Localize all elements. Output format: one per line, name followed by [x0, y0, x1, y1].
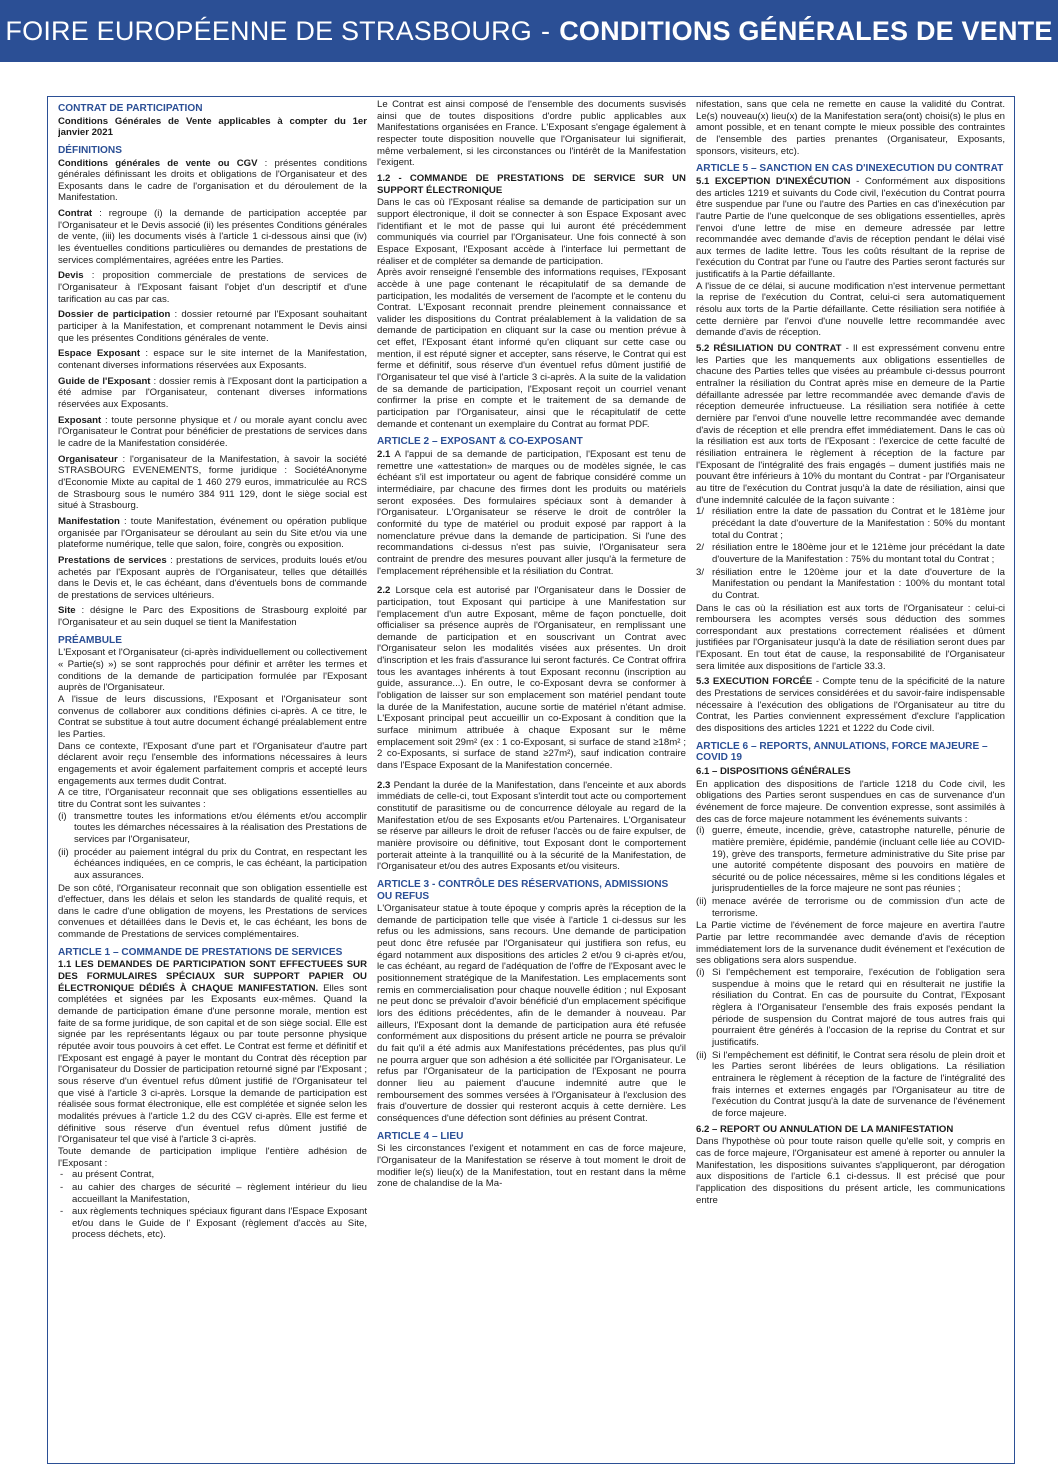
- definition-devis: [58, 270, 367, 305]
- term-exposant: Exposant: [58, 414, 102, 426]
- preamble-heading: PRÉAMBULE: [58, 634, 122, 646]
- definition-text: : toute Manifestation, événement ou opération publique organisée par l'Organisateur se déroulant au sein du Site et/ou via une plateforme numérique, telle que salon, foire, congrès ou exposition.: [58, 515, 367, 551]
- definition-text: : dossier remis à l'Exposant dont la participation a été admise par l'Organisateur, contenant diverses informations réservées aux Exposants.: [58, 375, 367, 410]
- list-item: 1/ résiliation entre la date de passation du Contrat et le 181ème jour précédant la date d'ouverture de la Manifestation : 50% du montant total du Contrat ;: [696, 506, 1005, 541]
- term-prestations: Prestations de services: [58, 554, 167, 566]
- article-4-heading: ARTICLE 4 – LIEU: [377, 1130, 464, 1142]
- definition-organisateur: [58, 454, 367, 512]
- article-number: 2.1: [377, 448, 391, 460]
- definition-text: : l'organisateur de la Manifestation, à savoir la société STRASBOURG EVENEMENTS, forme juridique : SociétéAnonyme d'Economie Mixte au capital de 1 460 279 euros, immatriculée au RCS de Strasbourg sous le numéro 384 911 129, dont le siège social est situé à Strasbourg.: [58, 453, 367, 512]
- article-5-2-paragraph: [696, 343, 1005, 506]
- force-majeure-list: [696, 825, 1005, 919]
- term-guide: Guide de l'Exposant: [58, 375, 151, 387]
- article-6-heading: ARTICLE 6 – REPORTS, ANNULATIONS, FORCE MAJEURE – COVID 19: [696, 740, 988, 764]
- impediment-list: [696, 967, 1005, 1120]
- term-organisateur: Organisateur: [58, 453, 118, 465]
- article-2-1-paragraph: [377, 449, 686, 577]
- list-item-text: menace avérée de terrorisme ou de commission d'un acte de terrorisme.: [712, 896, 1005, 919]
- preamble-obligations-list: [58, 811, 367, 882]
- article-1-continued: Le Contrat est ainsi composé de l'ensemble des documents susvisés ainsi que de toutes dispositions d'ordre public applicables aux Manifestations organisées en France. L'Exposant s'engage également à respecter toute disposition nouvelle que l'Organisateur lui signifierait, même verbalement, si les circonstances ou l'intérêt de la Manifestation l'exigent.: [377, 99, 686, 169]
- article-5-1-paragraph: [696, 176, 1005, 281]
- list-item-text: transmettre toutes les informations et/ou éléments et/ou accomplir toutes les démarches nécessaires à la réalisation des Prestations de services par l'Organisateur,: [74, 810, 367, 845]
- article-1-2-paragraph: Dans le cas où l'Exposant réalise sa demande de participation sur un support électronique, il doit se connecter à son Espace Exposant avec l'identifiant et le mot de passe qui lui auront été précédemment communiqués via courriel par l'Organisateur. Une fois connecté à son Espace Exposant, l'Exposant accède à l'interface lui permettant de réaliser et de compléter sa demande de participation.: [377, 197, 686, 267]
- article-1-heading: ARTICLE 1 – COMMANDE DE PRESTATIONS DE SERVICES: [58, 946, 343, 958]
- list-item: - au présent Contrat,: [72, 1169, 367, 1181]
- text-column-1: [58, 99, 367, 1461]
- preamble-paragraph: A l'issue de leurs discussions, l'Exposant et l'Organisateur sont convenus de collaborer aux conditions définies ci-après. A ce titre, le Contrat se substitue à tout autre document échangé préalablement entre les Parties.: [58, 694, 367, 740]
- definitions-heading: DÉFINITIONS: [58, 144, 122, 156]
- article-1-2-heading: 1.2 - COMMANDE DE PRESTATIONS DE SERVICE SUR UN SUPPORT ÉLECTRONIQUE: [377, 172, 686, 196]
- list-item-text: résiliation entre le 120ème jour et la date d'ouverture de la Manifestation ou pendant la Manifestation : 100% du montant total du Contrat.: [712, 566, 1005, 601]
- article-text: - Il est expressément convenu entre les Parties que les manquements aux obligations essentielles de chacune des Parties telles que visées au préambule ci-dessus pourront entraîner la résiliation du Contrat après mise en demeure de la Partie défaillante adressée par lettre recommandée avec demande d'avis de réception demeurée infructueuse. La résiliation sera notifiée à cette dernière par l'envoi d'une nouvelle lettre recommandée avec demande d'avis de réception et elle prendra effet immédiatement. Dans le cas où la résiliation est aux torts de l'Exposant : l'exercice de cette faculté de résiliation entrainera le règlement à réception de la facture par l'Exposant de l'intégralité des frais engagés – dument justifiés mais ne pouvant être inférieurs à 10% du montant du Contrat - par l'Organisateur au titre de l'exécution du Contrat jusqu'à la date de résiliation, ainsi que d'une indemnité calculée de la façon suivante :: [696, 343, 1005, 506]
- list-item: - au cahier des charges de sécurité – règlement intérieur du lieu accueillant la Manifestation,: [72, 1182, 367, 1205]
- article-text: - Compte tenu de la spécificité de la nature des Prestations de services considérées et du savoir-faire indispensable nécessaire à l'exécution des obligations de l'Organisateur au titre du Contrat, les Parties conviennent expressément d'exclure l'application des dispositions des articles 1221 et 1222 du Code civil.: [696, 676, 1005, 735]
- preamble-paragraph: A ce titre, l'Organisateur reconnait que ses obligations essentielles au titre du Contrat sont les suivantes :: [58, 787, 367, 810]
- article-2-2-paragraph: [377, 585, 686, 772]
- article-2-3-paragraph: [377, 780, 686, 873]
- header-separator: -: [541, 15, 551, 46]
- definition-espace-exposant: [58, 348, 367, 371]
- article-5-3-lead: 5.3 EXECUTION FORCÉE: [696, 676, 813, 688]
- text-column-3: [696, 99, 1005, 1461]
- list-item: (ii) procéder au paiement intégral du prix du Contrat, en respectant les échéances indiquées, en ce compris, le cas échéant, la participation aux assurances.: [58, 846, 367, 881]
- article-4-continued: nifestation, sans que cela ne remette en cause la validité du Contrat. Le(s) nouveau(x) lieu(x) de la Manifestation sera(ont) choisi(s) le plus en amont possible, et en tenant compte le mieux possible des contraintes de l'ensemble des parties prenantes (Organisateur, Exposants, sponsors, visiteurs, etc).: [696, 99, 1005, 157]
- list-item-text: Si l'empêchement est définitif, le Contrat sera résolu de plein droit et les Parties seront libérées de leurs obligations. La résiliation entrainera le règlement à réception de la facture de l'intégralité des frais internes et externes engagés par l'Organisateur au titre de l'exécution du Contrat jusqu'à la date de survenance de l'événement de force majeure.: [712, 1049, 1005, 1119]
- definition-text: : proposition commerciale de prestations de services de l'Organisateur à l'Exposant faisant l'objet d'un descriptif et d'une tarification au cas par cas.: [58, 270, 367, 305]
- article-1-2-paragraph: Après avoir renseigné l'ensemble des informations requises, l'Exposant accède à une page contenant le récapitulatif de sa demande de participation, les modalités de versement de l'acompte et le contenu du Contrat. L'Exposant reconnait prendre pleinement connaissance et valider les dispositions du Contrat préalablement à la validation de sa demande de participation en cliquant sur la case ou mention prévue à cet effet, l'Exposant étant informé qu'en cliquant sur cette case ou mention, il est réputé signer et accepter, sans réserve, le Contrat qui est ferme et définitif, sous réserve d'un éventuel refus dûment justifié de l'Organisateur tel que visé à l'article 3 ci-après. A la suite de la validation de sa demande de participation, l'Exposant reçoit un courriel venant confirmer la prise en compte et le traitement de sa demande de participation par l'Organisateur, ainsi que le récapitulatif de cette demande et contenant un exemplaire du Contrat au format PDF.: [377, 267, 686, 430]
- definition-text: : toute personne physique et / ou morale ayant conclu avec l'Organisateur le Contrat pour bénéficier de prestations de services dans le cadre de la Manifestation considérée.: [58, 414, 367, 449]
- list-item: 3/ résiliation entre le 120ème jour et la date d'ouverture de la Manifestation ou pendant la Manifestation : 100% du montant total du Contrat.: [696, 566, 1005, 601]
- article-text: Elles sont complétées et signées par les Exposants eux-mêmes. Quand la demande de participation émane d'une personne morale, mention est faite de sa forme juridique, de son capital et de son siège social. Elle est signée par les représentants légaux ou par toute personne physique réputée avoir tous pouvoirs à cet effet. Le Contrat est ferme et définitif et l'Exposant est engagé à payer le montant du Contrat dès réception par l'Organisateur du Dossier de participation retourné signé par l'Exposant ; sous réserve d'un éventuel refus dûment justifié de l'Organisateur tel que visé à l'article 3 ci-après. Lorsque la demande de participation est réalisée sous format électronique, elle est complétée et signée selon les modalités prévues à l'article 1.2 du des CGV ci-après. Elle est ferme et définitive sous réserve d'un éventuel refus dûment justifié de l'Organisateur tel que visé à l'article 3 ci-après.: [58, 982, 367, 1146]
- definition-cgv: [58, 158, 367, 205]
- definition-manifestation: [58, 516, 367, 551]
- preamble-paragraph: L'Exposant et l'Organisateur (ci-après individuellement ou collectivement « Partie(s) ») se sont rapprochés pour définir et arrêter les termes et conditions de la demande de participation formulée par l'Exposant auprès de l'Organisateur.: [58, 647, 367, 694]
- definition-contrat: [58, 208, 367, 266]
- article-5-1-paragraph: A l'issue de ce délai, si aucune modification n'est intervenue permettant la reprise de l'exécution du Contrat, celui-ci sera automatiquement résolu aux torts de la Partie défaillante. Cette résiliation sera notifiée à cette dernière par l'envoi d'une nouvelle lettre recommandée avec demande d'avis de réception.: [696, 280, 1005, 339]
- article-2-heading: ARTICLE 2 – EXPOSANT & CO-EXPOSANT: [377, 436, 583, 448]
- article-5-1-lead: 5.1 EXCEPTION D'INEXÉCUTION: [696, 175, 851, 187]
- article-text: Lorsque cela est autorisé par l'Organisateur dans le Dossier de participation, tout Exposant qui participe à une Manifestation sur l'emplacement d'un autre Exposant, même de façon ponctuelle, doit officialiser sa présence auprès de l'Organisateur, en remplissant une demande de participation et en souscrivant un Contrat avec l'Organisateur selon les modalités visées aux présentes. Un droit d'inscription et les frais d'assurance lui seront facturés. Ce Contrat offrira tous les avantages inhérents à tout Exposant reconnu (inscription au guide, assurance...). En outre, le co-Exposant devra se conformer à l'obligation de laisser sur son emplacement son matériel pendant toute la durée de la Manifestation, aucune sortie de matériel n'étant admise. L'Exposant principal peut accueillir un co-Exposant à condition que la surface minimum attribuée à chaque Exposant sur le même emplacement soit 29m² (ex : 1 co-Exposant, si surface de stand ≥18m² ; 2 co-Exposants, si surface de stand ≥27m²), sauf indication contraire dans l'Espace Exposant de la Manifestation concernée.: [377, 585, 686, 772]
- list-item: (ii) menace avérée de terrorisme ou de commission d'un acte de terrorisme.: [696, 896, 1005, 919]
- article-1-1-lead: 1.1 LES DEMANDES DE PARTICIPATION SONT EFFECTUEES SUR DES FORMULAIRES SPÉCIAUX SUR SUPPORT PAPIER OU ÉLECTRONIQUE DÉDIÉS À CHAQUE MANIFESTATION.: [58, 959, 367, 994]
- article-number: 2.2: [377, 585, 391, 597]
- article-number: 2.3: [377, 779, 391, 791]
- list-item-text: résiliation entre la date de passation du Contrat et le 181ème jour précédant la date d'ouverture de la Manifestation : 50% du montant total du Contrat ;: [712, 506, 1005, 541]
- article-6-2-heading: 6.2 – REPORT OU ANNULATION DE LA MANIFESTATION: [696, 1123, 954, 1135]
- list-item: 2/ résiliation entre le 180ème jour et le 121ème jour précédant la date d'ouverture de la Manifestation : 75% du montant total du Contrat ;: [696, 542, 1005, 565]
- term-espace-exposant: Espace Exposant: [58, 348, 141, 360]
- article-3-heading: ARTICLE 3 - CONTRÔLE DES RÉSERVATIONS, ADMISSIONS OU REFUS: [377, 878, 669, 902]
- document-body: [58, 99, 1006, 1461]
- article-5-2-lead: 5.2 RÉSILIATION DU CONTRAT: [696, 343, 842, 355]
- article-text: A l'appui de sa demande de participation, l'Exposant est tenu de remettre une «attestation» de marques ou de modèles signée, le cas échéant s'il est importateur ou agent de fabrique considéré comme un intermédiaire, par chacune des firmes dont les produits ou matériels seront exposées. Des formulaires spéciaux sont à demander à l'Organisateur. L'Organisateur se réserve le droit de contrôler la conformité du type de matériel ou produit exposé par rapport à la nomenclature prévue dans la demande de participation. Si l'une des recommandations ci-dessus n'est pas suivie, l'Organisateur sera contraint de prendre des mesures pouvant aller jusqu'à la fermeture de l'emplacement répréhensible et la résiliation du Contrat.: [377, 448, 686, 577]
- article-5-2-paragraph: Dans le cas où la résiliation est aux torts de l'Organisateur : celui-ci remboursera les acomptes versés sous déduction des sommes correspondant aux prestations correctement réalisées et dûment justifiées par l'Organisateur jusqu'à la date de résiliation seront dues par l'Exposant. En tout état de cause, la responsabilité de l'Organisateur sera limitée aux dispositions de l'article 33.3.: [696, 602, 1005, 672]
- definition-text: : dossier retourné par l'Exposant souhaitant participer à la Manifestation, et comprenant notamment le Devis ainsi que les présentes Conditions générales de vente.: [58, 309, 367, 344]
- article-4-paragraph: Si les circonstances l'exigent et notamment en cas de force majeure, l'Organisateur de la Manifestation se réserve à tout moment le droit de modifier le(s) lieu(x) de la Manifestation, tout en restant dans la même zone de chalandise de la Ma-: [377, 1143, 686, 1190]
- article-text: Pendant la durée de la Manifestation, dans l'enceinte et aux abords immédiats de celle-ci, tout Exposant s'interdit tout acte ou comportement constitutif de parasitisme ou de concurrence déloyale au regard de la Manifestation et/ou de ses Exposants et/ou Partenaires. L'Organisateur se réserve par ailleurs le droit de refuser l'accès ou de faire expulser, de manière provisoire ou définitive, tout Exposant dont le comportement porterait atteinte à la tranquillité ou à la sécurité de la Manifestation, de l'Organisateur et/ou des autres Exposants et/ou visiteurs.: [377, 779, 686, 873]
- article-1-1-paragraph: [58, 959, 367, 1146]
- list-item: (i) Si l'empêchement est temporaire, l'exécution de l'obligation sera suspendue à moins que le retard qui en résulterait ne justifie la résiliation du Contrat. En cas de poursuite du Contrat, l'Exposant règlera à l'Organisateur l'ensemble des frais exposés pendant la période de suspension du Contrat majoré de tous autres frais qui pourraient être générés à l'occasion de la reprise du Contrat et sur justificatifs.: [696, 967, 1005, 1048]
- preamble-paragraph: Dans ce contexte, l'Exposant d'une part et l'Organisateur d'autre part déclarent avoir reçu l'ensemble des informations nécessaires à leurs engagements et avoir également parfaitement compris et accepté leurs engagements aux termes dudit Contrat.: [58, 740, 367, 787]
- article-6-2-paragraph: Dans l'hypothèse où pour toute raison quelle qu'elle soit, y compris en cas de force majeure, l'Organisateur est amené à reporter ou annuler la Manifestation, les dispositions suivantes s'appliqueront, par dérogation aux dispositions de l'article 6.1 ci-dessus. Il est précisé que pour l'application des dispositions du présent article, les communications entre: [696, 1136, 1005, 1206]
- preamble-paragraph: De son côté, l'Organisateur reconnait que son obligation essentielle est d'effectuer, dans les délais et selon les standards de qualité requis, et dans le cadre d'une obligation de moyens, les Prestations de services convenues et détaillées dans le Devis et, le cas échéant, les bons de commande de Prestations de services complémentaires.: [58, 882, 367, 941]
- header-event-name: FOIRE EUROPÉENNE DE STRASBOURG: [5, 15, 533, 46]
- definition-text: : présentes conditions générales définissant les droits et obligations de l'Organisateur et des Exposants dans le cadre de l'organisation et du déroulement de la Manifestation.: [58, 157, 367, 204]
- contract-title: CONTRAT DE PARTICIPATION: [58, 103, 203, 114]
- article-5-heading: ARTICLE 5 – SANCTION EN CAS D'INEXECUTION DU CONTRAT: [696, 163, 1004, 175]
- list-item: (ii) Si l'empêchement est définitif, le Contrat sera résolu de plein droit et les Parties seront libérées de leurs obligations. La résiliation entrainera le règlement à réception de la facture de l'intégralité des frais internes et externes engagés par l'Organisateur au titre de l'exécution du Contrat jusqu'à la date de survenance de l'événement de force majeure.: [696, 1049, 1005, 1119]
- list-item-text: procéder au paiement intégral du prix du Contrat, en respectant les échéances indiquées, en ce compris, le cas échéant, la participation aux assurances.: [74, 846, 367, 881]
- contract-subtitle: Conditions Générales de Vente applicables à compter du 1er janvier 2021: [58, 115, 367, 139]
- list-item-text: résiliation entre le 180ème jour et le 121ème jour précédant la date d'ouverture de la Manifestation : 75% du montant total du Contrat ;: [712, 542, 1005, 565]
- list-item: (i) transmettre toutes les informations et/ou éléments et/ou accomplir toutes les démarches nécessaires à la réalisation des Prestations de services par l'Organisateur,: [58, 810, 367, 845]
- list-item: - aux règlements techniques spéciaux figurant dans l'Espace Exposant et/ou dans le Guide de l' Exposant (règlement d'accès au Site, process déchets, etc).: [72, 1206, 367, 1241]
- definition-guide: [58, 376, 367, 411]
- header-document-title: CONDITIONS GÉNÉRALES DE VENTE: [559, 15, 1053, 46]
- article-6-1-heading: 6.1 – DISPOSITIONS GÉNÉRALES: [696, 765, 851, 777]
- term-manifestation: Manifestation: [58, 515, 120, 527]
- article-5-3-paragraph: [696, 676, 1005, 734]
- definition-dossier: [58, 309, 367, 344]
- definition-text: : regroupe (i) la demande de participation acceptée par l'Organisateur et le Devis associé (ii) les présentes Conditions générales de vente, (iii) les documents visés à l'article 1 ci-dessous ainsi que (iv) les éventuelles conditions particulières ou demandes de prestations de services complémentaires, agréées entre les Parties.: [58, 208, 367, 266]
- term-site: Site: [58, 605, 76, 617]
- definition-exposant: [58, 415, 367, 450]
- definition-site: [58, 605, 367, 628]
- term-dossier: Dossier de participation: [58, 309, 171, 321]
- article-text: - Conformément aux dispositions des articles 1219 et suivants du Code civil, l'exécution du Contrat pourra être suspendue par l'une ou l'autre des Parties en cas d'inexécution par l'autre Partie de l'une quelconque de ses obligations essentielles, après l'envoi d'une lettre de mise en demeure adressée par lettre recommandée avec demande d'avis de réception pendant le délai visé aux termes de ladite lettre. Tous les coûts résultant de la reprise de l'exécution du Contrat par l'une ou l'autre des Parties seront facturés sur justificatifs à la Partie défaillante.: [696, 175, 1005, 281]
- list-item-text: guerre, émeute, incendie, grève, catastrophe naturelle, pénurie de matière première, épidémie, pandémie (incluant celle liée au COVID-19), grève des transports, fermeture administrative du Site prise par une autorité compétente disposant des pouvoirs en matière de sécurité ou de police nécessaires, même si les conditions légales et jurisprudentielles de la force majeure ne sont pas réunies ;: [712, 825, 1005, 895]
- term-devis: Devis: [58, 270, 84, 282]
- article-6-1-paragraph: La Partie victime de l'événement de force majeure en avertira l'autre Partie par lettre recommandée avec demande d'avis de réception immédiatement lors de la survenance dudit événement et l'exécution de ses obligations sera alors suspendue.: [696, 920, 1005, 967]
- article-1-1-paragraph: Toute demande de participation implique l'entière adhésion de l'Exposant :: [58, 1145, 367, 1169]
- definition-text: : espace sur le site internet de la Manifestation, contenant diverses informations réservées aux Exposants.: [58, 348, 367, 371]
- term-cgv: Conditions générales de vente ou CGV: [58, 157, 258, 169]
- list-item-text: Si l'empêchement est temporaire, l'exécution de l'obligation sera suspendue à moins que le retard qui en résulterait ne justifie la résiliation du Contrat. En cas de poursuite du Contrat, l'Exposant règlera à l'Organisateur l'ensemble des frais exposés pendant la période de suspension du Contrat majoré de tous autres frais qui pourraient être générés à l'occasion de la reprise du Contrat et sur justificatifs.: [712, 967, 1005, 1048]
- page-header-banner: [0, 0, 1058, 62]
- list-item: (i) guerre, émeute, incendie, grève, catastrophe naturelle, pénurie de matière première, épidémie, pandémie (incluant celle liée au COVID-19), grève des transports, fermeture administrative du Site prise par une autorité compétente disposant des pouvoirs en matière de sécurité ou de police nécessaires, même si les conditions légales et jurisprudentielles de la force majeure ne sont pas réunies ;: [696, 825, 1005, 895]
- termination-schedule-list: [696, 506, 1005, 601]
- definition-text: : prestations de services, produits loués et/ou achetés par l'Exposant auprès de l'Organisateur, telles que détaillés dans le Devis et, le cas échéant, dans d'éventuels bons de commande de prestations de services ultérieurs.: [58, 554, 367, 601]
- term-contrat: Contrat: [58, 208, 93, 220]
- adhesion-list: [58, 1169, 367, 1241]
- article-3-paragraph: L'Organisateur statue à toute époque y compris après la réception de la demande de participation telle que visée à l'article 1 ci-dessus sur les refus ou les admissions, sans recours. Une demande de participation peut donc être refusée par l'Organisateur qui justifiera son refus, eu égard notamment aux dispositions des articles 2 et/ou 9 ci-après et/ou, le cas échéant, au regard de l'adéquation de l'offre de l'Exposant avec le positionnement stratégique de la Manifestation. Les emplacements sont remis en commercialisation pour chaque nouvelle édition ; nul Exposant ne peut donc se prévaloir d'avoir bénéficié d'un emplacement spécifique lors des éditions précédentes, afin de le demander à nouveau. Par ailleurs, l'Exposant dont la demande de participation aura été refusée conformément aux dispositions du présent article ne pourra se prévaloir du fait qu'il a été admis aux Manifestations précédentes, pas plus qu'il ne pourra arguer que son adhésion a été sollicitée par l'Organisateur. Le refus par l'Organisateur de la participation de l'Exposant ne pourra donner lieu au paiement d'aucune indemnité autre que le remboursement des sommes versées à l'Organisateur à l'exclusion des frais d'ouverture de dossier qui resteront acquis à cette dernière. Les conséquences d'une défection sont définies au présent Contrat.: [377, 903, 686, 1124]
- text-column-2: [377, 99, 686, 1461]
- definition-prestations: [58, 555, 367, 602]
- definition-text: : désigne le Parc des Expositions de Strasbourg exploité par l'Organisateur et au sein duquel se tient la Manifestation: [58, 605, 367, 629]
- article-6-1-paragraph: En application des dispositions de l'article 1218 du Code civil, les obligations des Parties seront suspendues en cas de survenance d'un événement de force majeure. De convention expresse, sont assimilés à des cas de force majeure notamment les événements suivants :: [696, 778, 1005, 825]
